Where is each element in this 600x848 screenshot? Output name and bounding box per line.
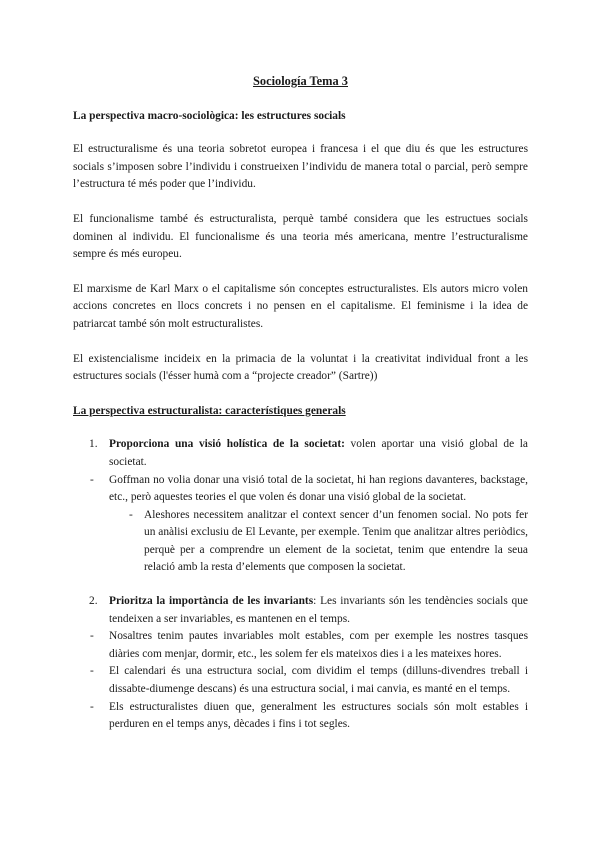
dash-item-estables <box>73 699 528 734</box>
dash-bullet: - <box>90 665 94 678</box>
list-item-invariants <box>73 593 528 628</box>
list-number: 1. <box>89 438 98 451</box>
paragraph-estructuralisme: El estructuralisme és una teoria sobretot europea i francesa i el que diu és que les estructures socials s’imposen sobre l’individu i construeixen l’individu de manera total o parcial, però sempre l’estructura té més poder que l’individu. <box>73 143 528 191</box>
sub-dash-item-text: Aleshores necessitem analitzar el context sencer d’un fenomen social. No pots fer un anàlisi exclusiu de El Levante, per exemple. Tenim que analitzar altres periòdics, perquè per a comprendre un element de la societat, tenim que entendre la seua relació amb la resta d’elements que composen la societat. <box>144 508 528 574</box>
dash-item-goffman <box>73 472 528 507</box>
page-title: Sociología Tema 3 <box>252 74 348 88</box>
dash-bullet: - <box>90 473 94 486</box>
dash-item-text: Goffman no volia donar una visió total de la societat, hi han regions davanteres, backstage, etc., però aquestes teories el que volen és donar una visió global de la societat. <box>109 473 528 504</box>
dash-bullet: - <box>90 700 94 713</box>
list-item-text: volen aportar una visió global de la societat. <box>109 438 528 468</box>
paragraph-marxisme: El marxisme de Karl Marx o el capitalisme són conceptes estructuralistes. Els autors micro volen accions concretes en llocs concrets i no pensen en el capitalisme. El feminisme i la idea de patriarcat també són molt estructuralistes. <box>73 282 528 330</box>
section-heading-estructuralista: La perspectiva estructuralista: característiques generals <box>73 404 346 417</box>
dash-item-text: El calendari és una estructura social, com dividim el temps (dilluns-divendres treball i dissabte-diumenge descans) és una estructura social, i mai canvia, es manté en el temps. <box>109 665 528 696</box>
paragraph-existencialisme: El existencialisme incideix en la primacia de la voluntat i la creativitat individual front a les estructures socials (l'ésser humà com a “projecte creador” (Sartre)) <box>73 352 528 383</box>
dash-bullet: - <box>129 508 133 521</box>
list-item-lead: Prioritza la importància de les invariants <box>109 595 314 608</box>
list-item-holistica <box>73 436 528 471</box>
list-item-text: : Les invariants són les tendències socials que tendeixen a ser invariables, es mantenen en el temps. <box>109 595 528 625</box>
section-heading-macro: La perspectiva macro-sociològica: les estructures socials <box>73 109 346 122</box>
dash-item-text: Els estructuralistes diuen que, generalment les estructures socials són molt estables i perduren en el temps anys, dècades i fins i tot segles. <box>109 700 528 731</box>
dash-item-text: Nosaltres tenim pautes invariables molt estables, com per exemple les nostres tasques diàries com menjar, dormir, etc., les solem fer els mateixos dies i a les mateixes hores. <box>109 630 528 660</box>
dash-item-calendari <box>73 663 528 698</box>
list-number: 2. <box>89 595 98 608</box>
dash-bullet: - <box>90 630 94 643</box>
paragraph-funcionalisme: El funcionalisme també és estructuralista, perquè també considera que les estructues socials dominen al individu. El funcionalisme és una teoria més americana, mentre l’estructuralisme sempre és més europeu. <box>73 212 528 261</box>
dash-item-pautes <box>73 628 528 663</box>
numbered-list <box>73 436 528 734</box>
list-item-lead: Proporciona una visió holística de la societat: <box>109 438 345 451</box>
sub-dash-item-context <box>73 507 528 577</box>
